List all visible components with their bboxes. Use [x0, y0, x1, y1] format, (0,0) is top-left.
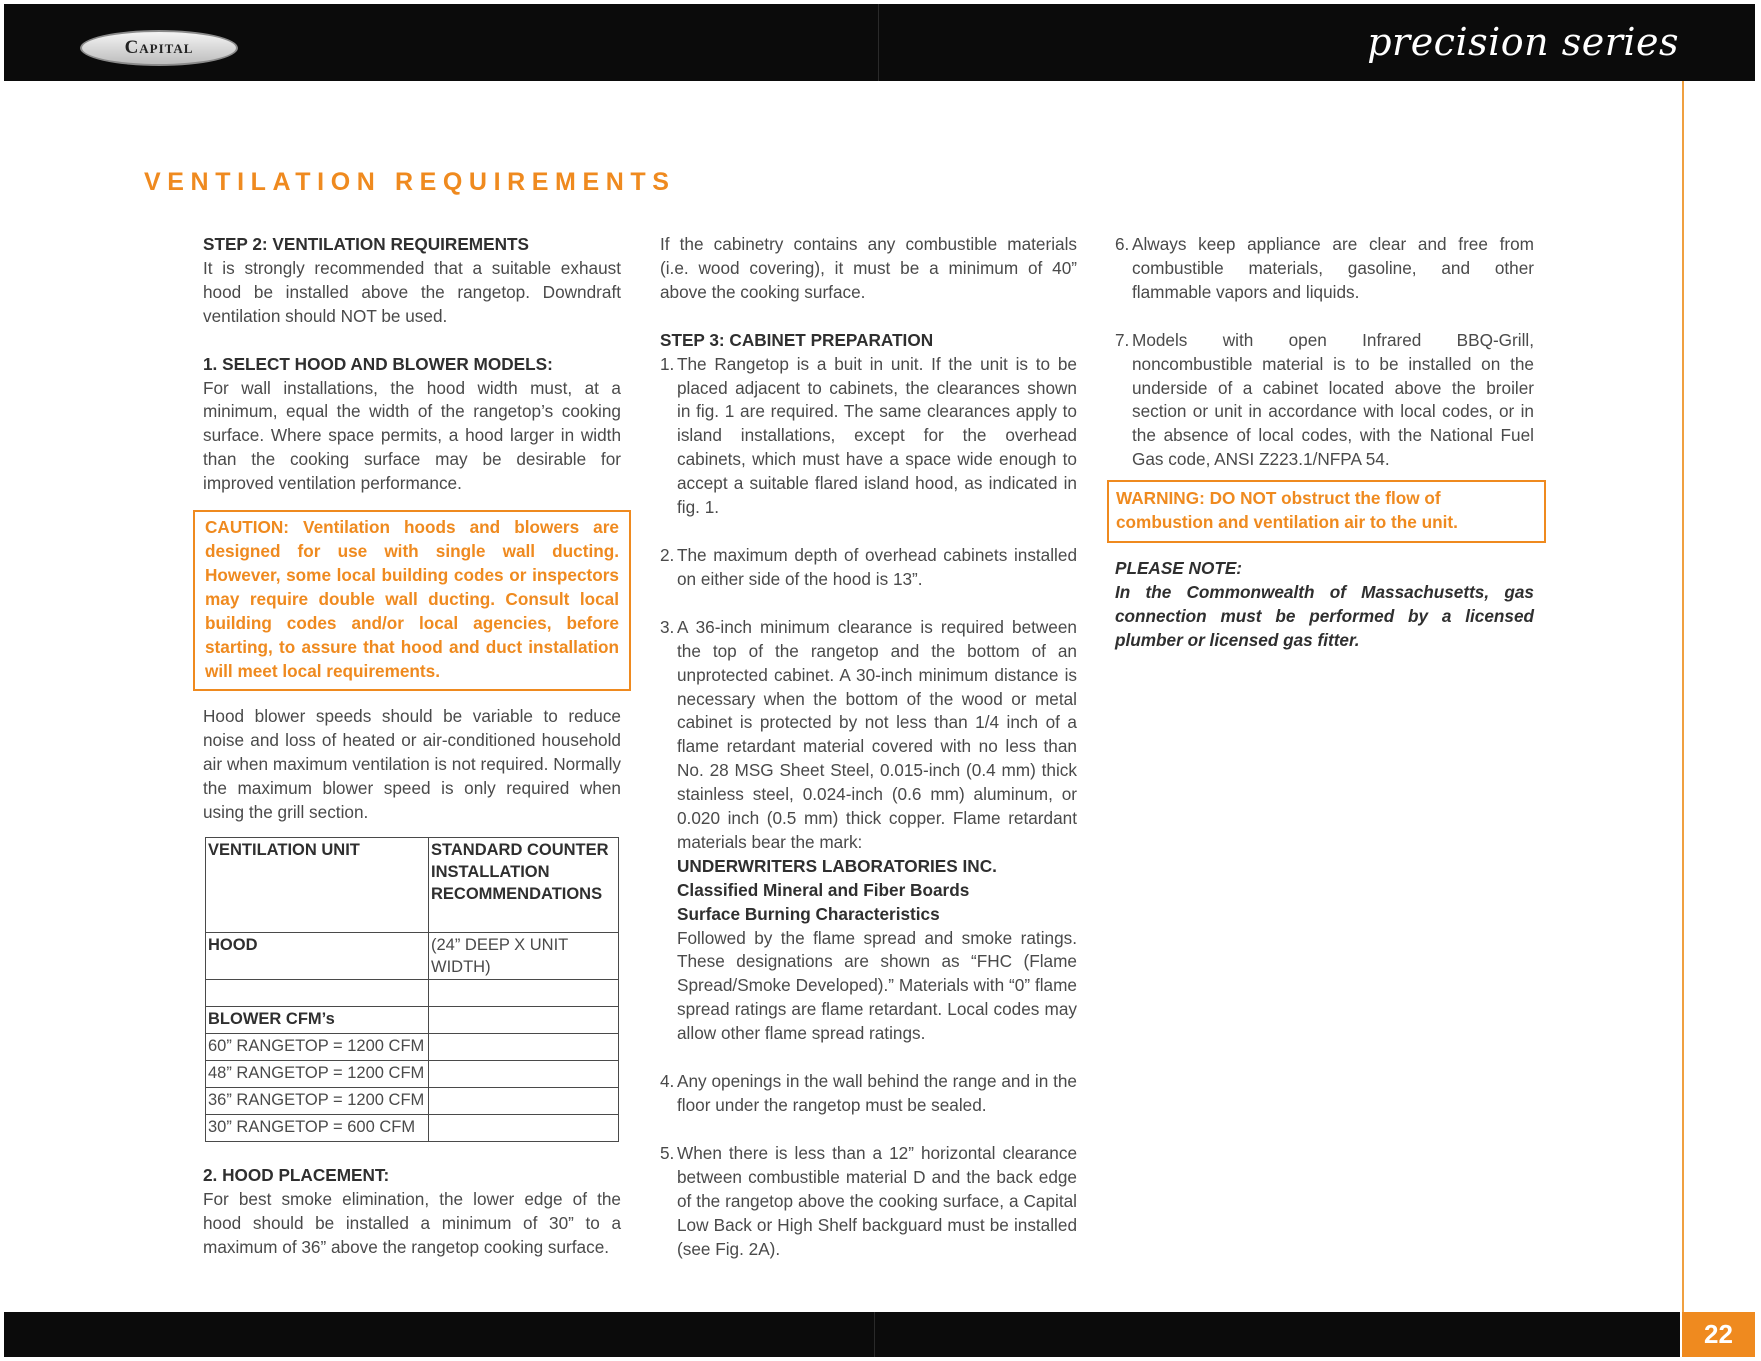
- table-header-left: VENTILATION UNIT: [206, 837, 429, 932]
- select-text: For wall installations, the hood width must, at a minimum, equal the width of the rangetop’s cooking surface. Where space permits, a hood larger in width than the cooking surface may be desirable for improved ventilation performance.: [203, 377, 621, 494]
- cfm-60: 60” RANGETOP = 1200 CFM: [206, 1033, 429, 1060]
- ul-line-3: Surface Burning Characteristics: [677, 903, 940, 924]
- column-3: [1115, 233, 1534, 653]
- footer-divider: [874, 1312, 875, 1357]
- table-row: [206, 1006, 619, 1033]
- blower-label: BLOWER CFM’s: [206, 1006, 429, 1033]
- table-header-row: [206, 837, 619, 932]
- table-row: [206, 1114, 619, 1141]
- hood-value: (24” DEEP X UNIT WIDTH): [429, 932, 619, 979]
- table-header-right: STANDARD COUNTER INSTALLATION RECOMMENDATIONS: [429, 837, 619, 932]
- list-item: 5. When there is less than a 12” horizontal clearance between combustible material D and the back edge of the rangetop above the cooking surface, a Capital Low Back or High Shelf backguard must be installed (see Fig. 2A).: [660, 1142, 1077, 1259]
- cfm-36: 36” RANGETOP = 1200 CFM: [206, 1087, 429, 1114]
- step2-heading: STEP 2: VENTILATION REQUIREMENTS: [203, 234, 529, 254]
- column-2: [660, 233, 1077, 1261]
- table-row: [206, 1033, 619, 1060]
- list-item: 1. The Rangetop is a buit in unit. If the unit is to be placed adjacent to cabinets, the clearances shown in fig. 1 are required. The same clearances apply to island installations, except for the overhead cabinets, which must have a space wide enough to accept a suitable flared island hood, as indicated in fig. 1.: [660, 353, 1077, 518]
- caution-box: [193, 510, 631, 691]
- note-text: In the Commonwealth of Massachusetts, gas connection must be performed by a licensed plumber or licensed gas fitter.: [1115, 581, 1534, 650]
- blower-text: Hood blower speeds should be variable to reduce noise and loss of heated or air-conditioned household air when maximum ventilation is not required. Normally the maximum blower speed is only required when using the grill section.: [203, 706, 621, 823]
- warning-box: [1107, 480, 1546, 543]
- step3-heading: STEP 3: CABINET PREPARATION: [660, 329, 934, 350]
- table-row: [206, 1087, 619, 1114]
- item3-text: A 36-inch minimum clearance is required between the top of the rangetop and the bottom of an unprotected cabinet. A 30-inch minimum distance is necessary when the bottom of the wood or metal cabinet is protected by not less than 1/4 inch of a flame retardant material covered with no less than No. 28 MSG Sheet Steel, 0.015-inch (0.4 mm) thick stainless steel, 0.024-inch (0.6 mm) aluminum, or 0.020 inch (0.5 mm) thick copper. Flame retardant materials bear the mark:: [677, 616, 1077, 852]
- header-divider: [878, 4, 879, 81]
- cfm-30: 30” RANGETOP = 600 CFM: [206, 1114, 429, 1141]
- table-row: [206, 979, 619, 1006]
- table-row: [206, 1060, 619, 1087]
- warning-text: WARNING: DO NOT obstruct the flow of combustion and ventilation air to the unit.: [1116, 488, 1458, 533]
- note-heading: PLEASE NOTE:: [1115, 557, 1243, 578]
- placement-text: For best smoke elimination, the lower edge of the hood should be installed a minimum of 30” to a maximum of 36” above the rangetop cooking surface.: [203, 1188, 621, 1257]
- item3-text-b: Followed by the flame spread and smoke ratings. These designations are shown as “FHC (Flame Spread/Smoke Developed).” Materials with “0” flame spread ratings are flame retardant. Local codes may allow other flame spread ratings.: [677, 927, 1077, 1044]
- list-item: 4. Any openings in the wall behind the range and in the floor under the rangetop must be sealed.: [660, 1071, 1077, 1115]
- header-bar: [4, 4, 1755, 81]
- list-item: 7. Models with open Infrared BBQ-Grill, noncombustible material is to be installed on the underside of a cabinet located above the broiler section or unit in accordance with local codes, or in the absence of local codes, with the National Fuel Gas code, ANSI Z223.1/NFPA 54.: [1115, 329, 1534, 470]
- page-number: 22: [1682, 1312, 1755, 1357]
- series-title: precision series: [1367, 20, 1679, 64]
- page-margin-rule: [1682, 81, 1684, 1312]
- ul-line-1: UNDERWRITERS LABORATORIES INC.: [677, 855, 997, 876]
- table-row: [206, 932, 619, 979]
- list-item: 2. The maximum depth of overhead cabinets installed on either side of the hood is 13”.: [660, 544, 1077, 589]
- logo-text: Capital: [124, 37, 194, 58]
- column-1: [203, 233, 621, 1260]
- intro-text: If the cabinetry contains any combustible materials (i.e. wood covering), it must be a minimum of 40” above the cooking surface.: [660, 234, 1077, 302]
- ventilation-table: [205, 837, 619, 1142]
- select-heading: 1. SELECT HOOD AND BLOWER MODELS:: [203, 353, 553, 374]
- section-title: VENTILATION REQUIREMENTS: [144, 168, 676, 196]
- hood-label: HOOD: [206, 932, 429, 979]
- footer-bar: [4, 1312, 1680, 1357]
- caution-text: CAUTION: Ventilation hoods and blowers are designed for use with single wall ducting. However, some local building codes or inspectors may require double wall ducting. Consult local building codes and/or local agencies, before starting, to assure that hood and duct installation will meet local requirements.: [205, 517, 619, 681]
- capital-logo: [80, 30, 238, 66]
- list-item: 3. A 36-inch minimum clearance is required between the top of the rangetop and the bottom of an unprotected cabinet. A 30-inch minimum distance is necessary when the bottom of the wood or metal cabinet is protected by not less than 1/4 inch of a flame retardant material covered with no less than No. 28 MSG Sheet Steel, 0.015-inch (0.4 mm) thick stainless steel, 0.024-inch (0.6 mm) aluminum, or 0.020 inch (0.5 mm) thick copper. Flame retardant materials bear the mark: UNDERWRITERS LABORATORIES INC. Classified Mineral and Fiber Boards Surface Burning Characteristics Followed by the flame spread and smoke ratings. These designations are shown as “FHC (Flame Spread/Smoke Developed).” Materials with “0” flame spread ratings are flame retardant. Local codes may allow other flame spread ratings.: [660, 616, 1077, 1044]
- step2-text: It is strongly recommended that a suitable exhaust hood be installed above the rangetop. Downdraft ventilation should NOT be used.: [203, 257, 621, 326]
- ul-line-2: Classified Mineral and Fiber Boards: [677, 879, 970, 900]
- cfm-48: 48” RANGETOP = 1200 CFM: [206, 1060, 429, 1087]
- placement-heading: 2. HOOD PLACEMENT:: [203, 1164, 390, 1185]
- list-item: 6. Always keep appliance are clear and free from combustible materials, gasoline, and other flammable vapors and liquids.: [1115, 234, 1534, 302]
